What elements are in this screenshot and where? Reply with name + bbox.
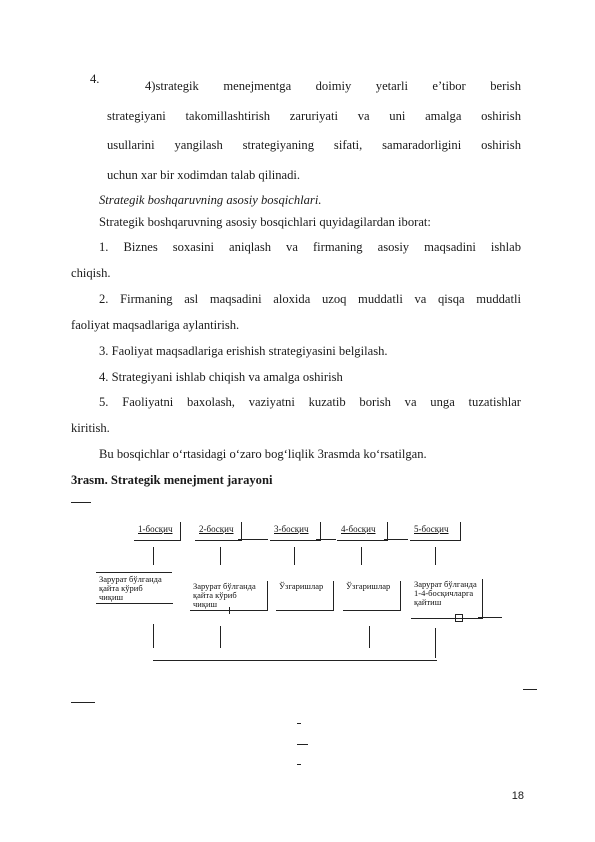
step-4: 4. Strategiyani ishlab chiqish va amalga oshirish <box>99 370 343 384</box>
diagram-mark-left <box>71 702 95 703</box>
box5-square-icon <box>455 614 463 622</box>
intro-text: Strategik boshqaruvning asosiy bosqichlari quyidagilardan iborat: <box>99 215 431 229</box>
diagram-mark <box>71 502 91 503</box>
step-1-line-2: chiqish. <box>71 266 111 280</box>
box1-top-line <box>96 572 172 573</box>
connector-2 <box>220 547 221 565</box>
diagram-mark-a <box>297 723 301 724</box>
summary-text: Bu bosqichlar o‘rtasidagi o‘zaro bog‘liqlik 3rasmda ko‘rsatilgan. <box>99 447 427 461</box>
return-box-5-line-1: Зарурат бўлганда <box>414 579 477 589</box>
step-2-line-1: 2. Firmaning asl maqsadini aloxida uzoq muddatli va qisqa muddatli <box>99 292 521 306</box>
return-bus-line <box>153 660 437 661</box>
stage-5-box: 5-босқич <box>410 522 461 541</box>
step-3: 3. Faoliyat maqsadlariga erishish strategiyasini belgilash. <box>99 344 388 358</box>
step-5-line-1: 5. Faoliyatni baxolash, vaziyatni kuzatib borish va unga tuzatishlar <box>99 395 521 409</box>
diagram-mark-b <box>297 744 308 745</box>
section-heading: Strategik boshqaruvning asosiy bosqichlari. <box>99 193 322 207</box>
box5-ext-line <box>478 617 502 618</box>
item4-line-2: strategiyani takomillashtirish zaruriyati va uni amalga oshirish <box>107 108 521 123</box>
review-box-1-line-3: чиқиш <box>99 592 124 602</box>
connector-5 <box>435 547 436 565</box>
return-box-5-line-2: 1-4-босқичларга <box>414 588 474 598</box>
return-line-2 <box>220 626 221 648</box>
return-line-5 <box>435 628 436 658</box>
return-box-5-line-3: қайтиш <box>414 597 442 607</box>
connector-4 <box>361 547 362 565</box>
list-item-4 <box>107 72 521 190</box>
changes-box-4: Ўзгаришлар <box>343 581 401 611</box>
connector-3 <box>294 547 295 565</box>
review-box-1-line-2: қайта кўриб <box>99 583 143 593</box>
return-line-4 <box>369 626 370 648</box>
item4-line-4: uchun xar bir xodimdan talab qilinadi. <box>107 167 301 182</box>
step-2-line-2: faoliyat maqsadlariga aylantirish. <box>71 318 240 332</box>
connector-1 <box>153 547 154 565</box>
list-number-4: 4. <box>90 72 100 86</box>
item4-line-1: 4)strategik menejmentga doimiy yetarli e’tibor berish <box>145 79 521 93</box>
return-box-5 <box>411 579 483 619</box>
figure-title: 3rasm. Strategik menejment jarayoni <box>71 473 273 487</box>
changes-box-3: Ўзгаришлар <box>276 581 334 611</box>
page-number: 18 <box>511 790 524 802</box>
stage-4-box: 4-босқич <box>337 522 388 541</box>
step-1-line-1: 1. Biznes soxasini aniqlash va firmaning asosiy maqsadini ishlab <box>99 240 521 254</box>
box2-tick <box>229 607 230 614</box>
link-2-3 <box>238 539 268 540</box>
review-box-2-line-3: чиқиш <box>193 599 218 609</box>
link-4-5 <box>384 539 408 540</box>
review-box-2-line-1: Зарурат бўлганда <box>193 581 256 591</box>
return-line-1 <box>153 624 154 648</box>
review-box-1-line-1: Зарурат бўлганда <box>99 574 162 584</box>
stage-2-box: 2-босқич <box>195 522 242 541</box>
stage-1-box: 1-босқич <box>134 522 181 541</box>
stage-3-box: 3-босқич <box>270 522 321 541</box>
diagram-mark-right <box>523 689 537 690</box>
step-5-line-2: kiritish. <box>71 421 110 435</box>
review-box-2-line-2: қайта кўриб <box>193 590 237 600</box>
item4-line-3: usullarini yangilash strategiyaning sifati, samaradorligini oshirish <box>107 138 521 152</box>
review-box-1 <box>96 574 173 604</box>
diagram-mark-c <box>297 764 301 765</box>
link-3-4 <box>316 539 336 540</box>
